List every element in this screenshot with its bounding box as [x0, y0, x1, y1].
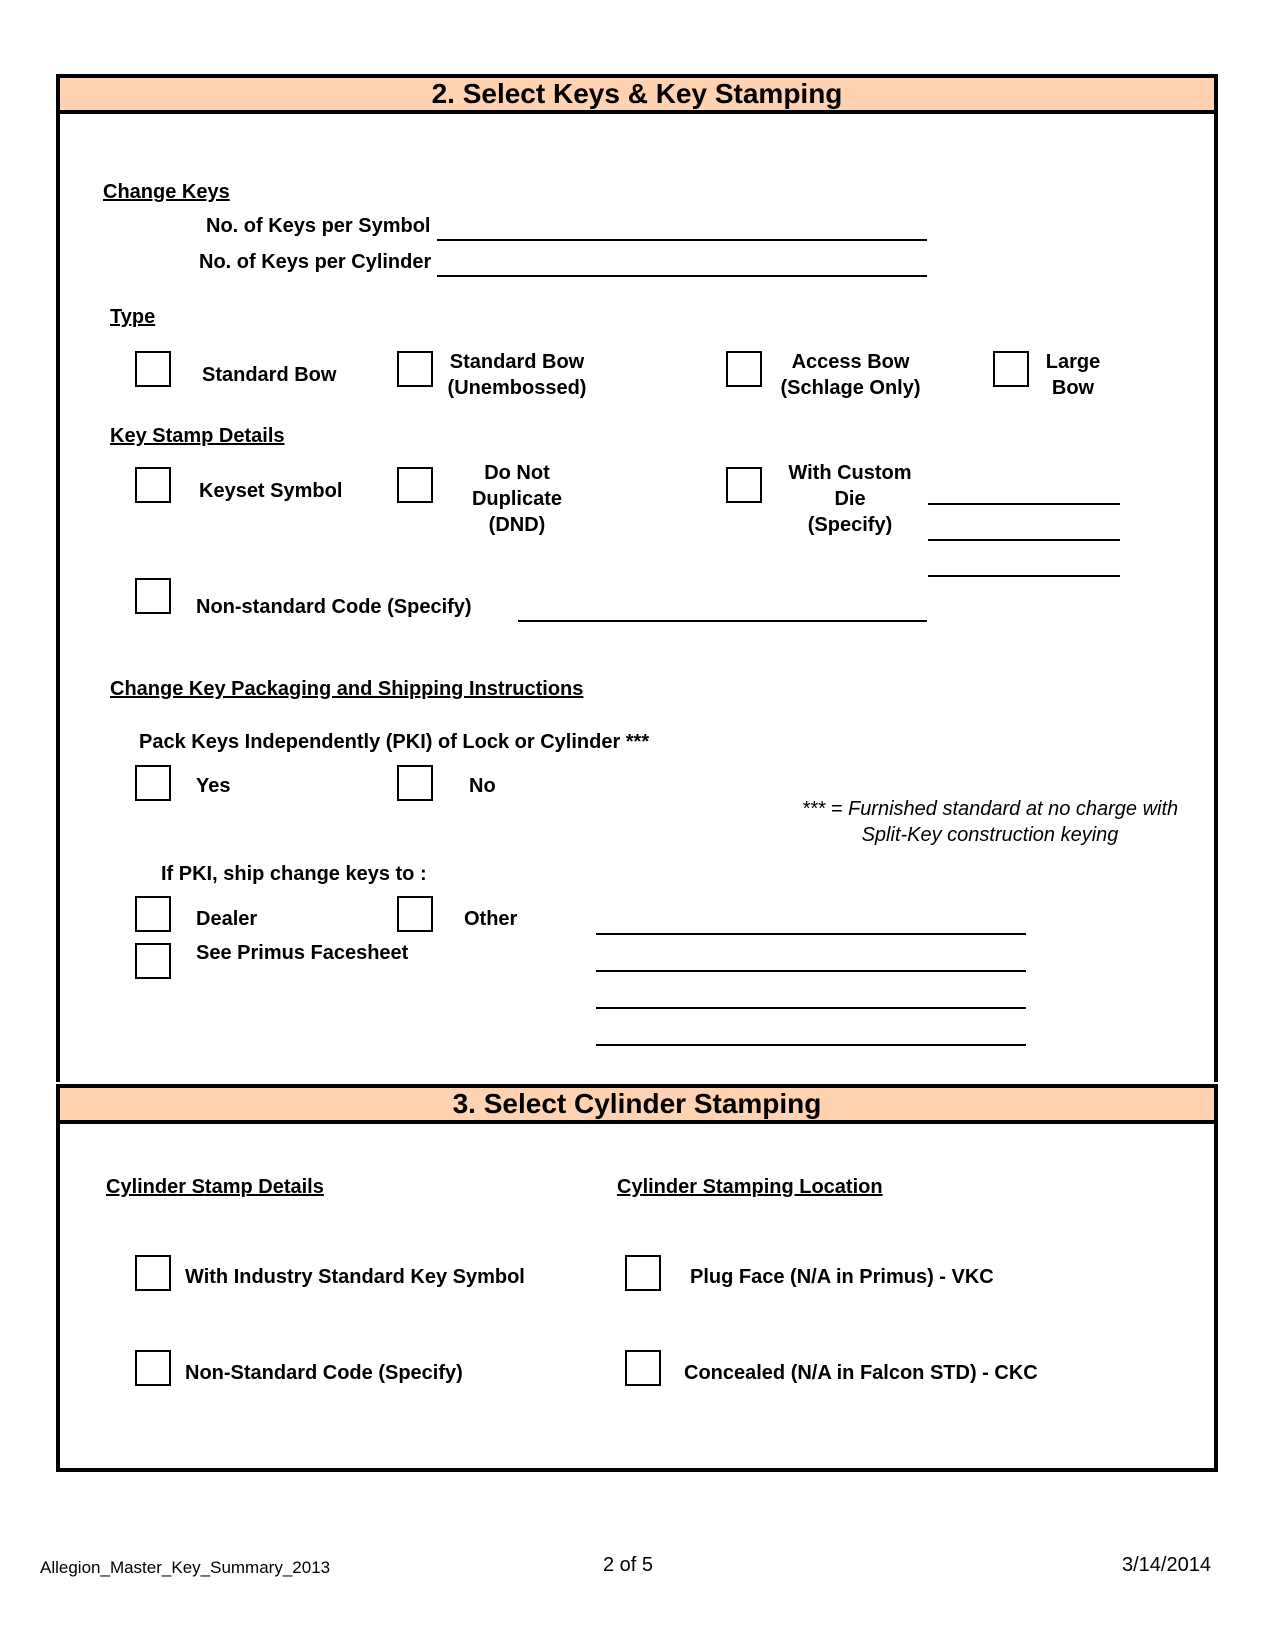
- cylinder-location-heading: Cylinder Stamping Location: [617, 1176, 883, 1198]
- section-3-title: 3. Select Cylinder Stamping: [452, 1088, 822, 1119]
- custom-die-line-3: (Specify): [807, 514, 893, 536]
- custom-die-field-1[interactable]: [928, 503, 1120, 505]
- keys-per-symbol-field[interactable]: [437, 239, 927, 241]
- footer-date: 3/14/2014: [1122, 1554, 1211, 1576]
- industry-symbol-label: With Industry Standard Key Symbol: [185, 1266, 525, 1288]
- custom-die-line-1: With Custom: [788, 462, 912, 484]
- standard-bow-unembossed-line-2: (Unembossed): [447, 377, 587, 399]
- section-2-title: 2. Select Keys & Key Stamping: [431, 78, 843, 109]
- large-bow-label: [1038, 349, 1108, 401]
- plug-face-checkbox[interactable]: [625, 1255, 661, 1291]
- standard-bow-unembossed-checkbox[interactable]: [397, 351, 433, 387]
- standard-bow-checkbox[interactable]: [135, 351, 171, 387]
- ship-to-field-2[interactable]: [596, 970, 1026, 972]
- keyset-symbol-checkbox[interactable]: [135, 467, 171, 503]
- non-standard-code-checkbox[interactable]: [135, 578, 171, 614]
- dnd-line-1: Do Not: [484, 462, 550, 484]
- access-bow-checkbox[interactable]: [726, 351, 762, 387]
- footer-page-number: 2 of 5: [603, 1554, 654, 1576]
- keys-per-cylinder-field[interactable]: [437, 275, 927, 277]
- non-standard-code-label: Non-standard Code (Specify): [196, 596, 472, 618]
- standard-bow-label: Standard Bow: [202, 364, 337, 386]
- keys-per-cylinder-label: No. of Keys per Cylinder: [199, 251, 432, 273]
- dealer-label: Dealer: [196, 908, 258, 930]
- other-checkbox[interactable]: [397, 896, 433, 932]
- key-stamp-heading: Key Stamp Details: [110, 425, 285, 447]
- pki-note: [780, 796, 1200, 848]
- custom-die-checkbox[interactable]: [726, 467, 762, 503]
- access-bow-line-2: (Schlage Only): [780, 377, 921, 399]
- keyset-symbol-label: Keyset Symbol: [199, 480, 343, 502]
- concealed-label: Concealed (N/A in Falcon STD) - CKC: [684, 1362, 1038, 1384]
- section-3-header: [56, 1084, 1218, 1124]
- dealer-checkbox[interactable]: [135, 896, 171, 932]
- access-bow-label: [763, 349, 938, 401]
- dnd-label: [452, 460, 582, 538]
- pki-yes-checkbox[interactable]: [135, 765, 171, 801]
- pki-note-line-1: *** = Furnished standard at no charge with: [801, 798, 1179, 820]
- standard-bow-unembossed-line-1: Standard Bow: [449, 351, 585, 373]
- pki-yes-label: Yes: [196, 775, 231, 797]
- pki-no-label: No: [469, 775, 496, 797]
- ship-to-label: If PKI, ship change keys to :: [161, 863, 427, 885]
- change-keys-heading: Change Keys: [103, 181, 230, 203]
- packaging-heading: Change Key Packaging and Shipping Instructions: [110, 678, 584, 700]
- access-bow-line-1: Access Bow: [791, 351, 910, 373]
- pki-question: Pack Keys Independently (PKI) of Lock or Cylinder ***: [139, 731, 650, 753]
- large-bow-checkbox[interactable]: [993, 351, 1029, 387]
- concealed-checkbox[interactable]: [625, 1350, 661, 1386]
- pki-note-line-2: Split-Key construction keying: [861, 824, 1119, 846]
- section-3-body: [56, 1120, 1218, 1472]
- ship-to-field-1[interactable]: [596, 933, 1026, 935]
- dnd-line-2: Duplicate: [471, 488, 563, 510]
- standard-bow-unembossed-label: [432, 349, 602, 401]
- large-bow-line-2: Bow: [1051, 377, 1095, 399]
- custom-die-line-2: Die: [834, 488, 866, 510]
- custom-die-field-2[interactable]: [928, 539, 1120, 541]
- primus-facesheet-label: See Primus Facesheet: [196, 942, 409, 964]
- primus-facesheet-checkbox[interactable]: [135, 943, 171, 979]
- cylinder-details-heading: Cylinder Stamp Details: [106, 1176, 324, 1198]
- ship-to-field-4[interactable]: [596, 1044, 1026, 1046]
- section-2-header: [56, 74, 1218, 114]
- ship-to-field-3[interactable]: [596, 1007, 1026, 1009]
- other-label: Other: [464, 908, 518, 930]
- pki-no-checkbox[interactable]: [397, 765, 433, 801]
- non-standard-code-field[interactable]: [518, 620, 927, 622]
- footer-doc-name: Allegion_Master_Key_Summary_2013: [40, 1558, 331, 1577]
- cylinder-non-standard-checkbox[interactable]: [135, 1350, 171, 1386]
- plug-face-label: Plug Face (N/A in Primus) - VKC: [690, 1266, 994, 1288]
- industry-symbol-checkbox[interactable]: [135, 1255, 171, 1291]
- dnd-checkbox[interactable]: [397, 467, 433, 503]
- cylinder-non-standard-label: Non-Standard Code (Specify): [185, 1362, 463, 1384]
- custom-die-field-3[interactable]: [928, 575, 1120, 577]
- type-heading: Type: [110, 306, 156, 328]
- custom-die-label: [770, 460, 930, 538]
- keys-per-symbol-label: No. of Keys per Symbol: [206, 215, 431, 237]
- large-bow-line-1: Large: [1045, 351, 1101, 373]
- dnd-line-3: (DND): [488, 514, 546, 536]
